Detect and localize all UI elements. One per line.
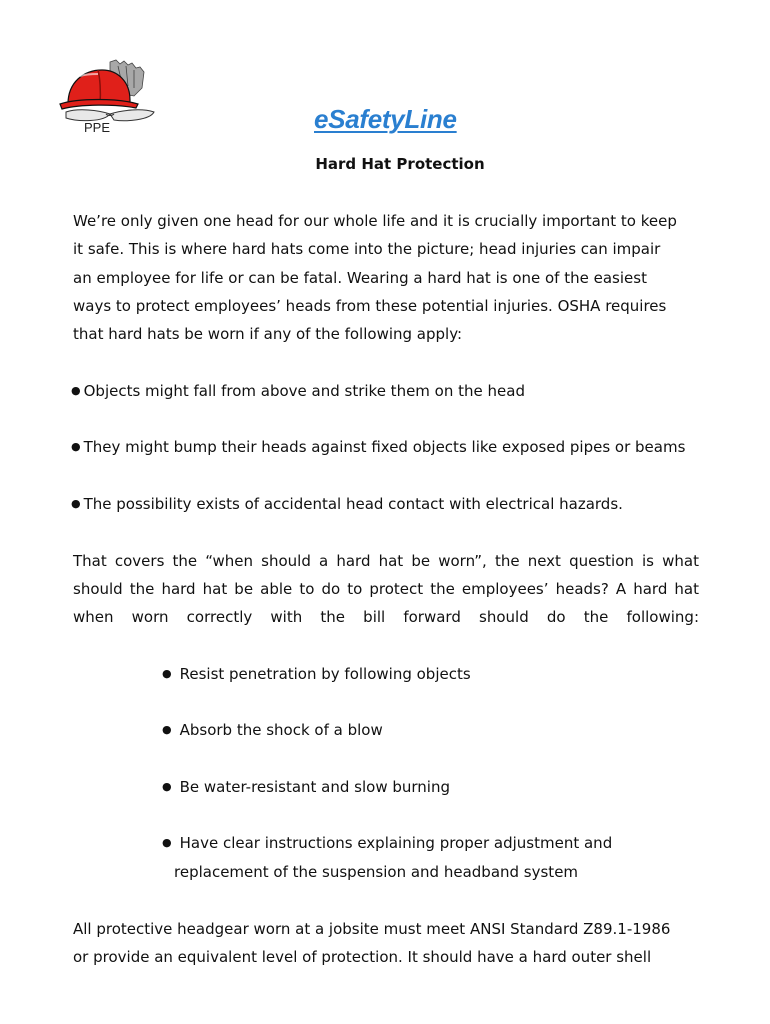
list-item-continuation: replacement of the suspension and headband system (174, 863, 579, 881)
intro-line: it safe. This is where hard hats come into the picture; head injuries can impair (73, 240, 661, 258)
bullet-icon: ● (71, 440, 81, 453)
closing-line: All protective headgear worn at a jobsite must meet ANSI Standard Z89.1-1986 (73, 920, 671, 938)
list-item: ● Be water-resistant and slow burning (162, 778, 450, 796)
list-item: ● They might bump their heads against fixed objects like exposed pipes or beams (71, 438, 686, 456)
bullet-icon: ● (162, 836, 172, 849)
question-line: when worn correctly with the bill forward should do the following: (73, 608, 699, 626)
bullet-icon: ● (71, 384, 81, 397)
list-item: ● The possibility exists of accidental head contact with electrical hazards. (71, 495, 623, 513)
logo-label: PPE (84, 120, 111, 135)
intro-line: that hard hats be worn if any of the following apply: (73, 325, 463, 343)
question-line: should the hard hat be able to do to protect the employees’ heads? A hard hat (73, 580, 699, 598)
list-item: ● Have clear instructions explaining proper adjustment and (162, 834, 613, 852)
question-line: That covers the “when should a hard hat be worn”, the next question is what (73, 552, 699, 570)
list-item: ● Objects might fall from above and strike them on the head (71, 382, 525, 400)
bullet-icon: ● (162, 667, 172, 680)
list-item: ● Resist penetration by following objects (162, 665, 471, 683)
bullet-icon: ● (71, 497, 81, 510)
intro-line: We’re only given one head for our whole life and it is crucially important to keep (73, 212, 677, 230)
intro-line: ways to protect employees’ heads from these potential injuries. OSHA requires (73, 297, 667, 315)
brand-title[interactable]: eSafetyLine (314, 104, 457, 134)
bullet-icon: ● (162, 723, 172, 736)
closing-line: or provide an equivalent level of protection. It should have a hard outer shell (73, 948, 652, 966)
page-title: Hard Hat Protection (315, 155, 485, 173)
list-item: ● Absorb the shock of a blow (162, 721, 383, 739)
bullet-icon: ● (162, 780, 172, 793)
intro-line: an employee for life or can be fatal. Wearing a hard hat is one of the easiest (73, 269, 647, 287)
